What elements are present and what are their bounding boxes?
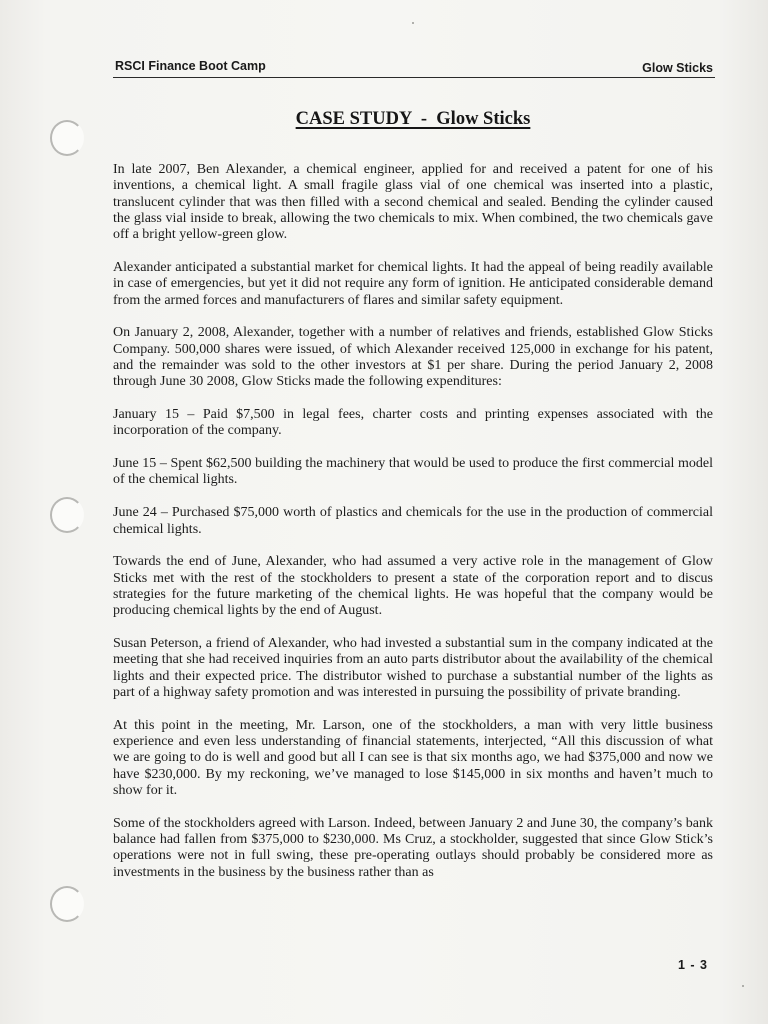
paragraph: June 15 – Spent $62,500 building the machinery that would be used to produce the first commercial model of the chemical lights. xyxy=(113,456,713,488)
paragraph: Alexander anticipated a substantial market for chemical lights. It had the appeal of being readily available in case of emergencies, but yet it did not require any form of ignition. He anticipated considerable demand from the armed forces and manufacturers of flares and similar safety equipment. xyxy=(113,259,713,308)
punch-hole xyxy=(50,886,84,922)
paragraph: In late 2007, Ben Alexander, a chemical engineer, applied for and received a patent for one of his inventions, a chemical light. A small fragile glass vial of one chemical was inserted into a plastic, translucent cylinder that was then filled with a second chemical and sealed. Bending the cylinder caused the glass vial inside to break, allowing the two chemicals to mix. When combined, the two chemicals gave off a bright yellow-green glow. xyxy=(113,162,713,243)
header-course-title: RSCI Finance Boot Camp xyxy=(115,59,266,73)
punch-hole xyxy=(50,120,84,156)
header-section-title: Glow Sticks xyxy=(642,61,713,75)
case-study-title xyxy=(113,109,713,130)
paragraph: On January 2, 2008, Alexander, together with a number of relatives and friends, established Glow Sticks Company. 500,000 shares were issued, of which Alexander received 125,000 in exchange for his patent, and the remainder was sold to the other investors at $1 per share. During the period January 2, 2008 through June 30 2008, Glow Sticks made the following expenditures: xyxy=(113,325,713,390)
paragraph: January 15 – Paid $7,500 in legal fees, charter costs and printing expenses associated with the incorporation of the company. xyxy=(113,407,713,439)
paragraph: Susan Peterson, a friend of Alexander, who had invested a substantial sum in the company indicated at the meeting that she had received inquiries from an auto parts distributor about the availability of the chemical lights and their expected price. The distributor wished to purchase a substantial number of the lights as part of a highway safety promotion and was interested in pursuing the possibility of private branding. xyxy=(113,636,713,700)
case-study-title-text: CASE STUDY - Glow Sticks xyxy=(295,109,531,129)
paragraph: At this point in the meeting, Mr. Larson, one of the stockholders, a man with very little business experience and even less understanding of financial statements, interjected, “All this discussion of what we are going to do is well and good but all I can see is that six months ago, we had $375,000 and now we have $230,000. By my reckoning, we’ve managed to lose $145,000 in six months and haven’t much to show for it. xyxy=(113,717,713,798)
page-number: 1 - 3 xyxy=(678,958,709,972)
scan-speck xyxy=(742,985,744,987)
punch-hole xyxy=(50,497,84,533)
case-study-body xyxy=(113,162,713,897)
paragraph: Towards the end of June, Alexander, who had assumed a very active role in the management of Glow Sticks met with the rest of the stockholders to present a state of the corporation report and to discus strategies for the future marketing of the chemical lights. He was hopeful that the company would be producing chemical lights by the end of August. xyxy=(113,554,713,619)
scan-speck xyxy=(412,22,414,24)
paragraph: Some of the stockholders agreed with Larson. Indeed, between January 2 and June 30, the company’s bank balance had fallen from $375,000 to $230,000. Ms Cruz, a stockholder, suggested that since Glow Stick’s operations were not in full swing, these pre-operating outlays should probably be considered more as investments in the business by the business rather than as xyxy=(113,815,713,880)
paragraph: June 24 – Purchased $75,000 worth of plastics and chemicals for the use in the production of commercial chemical lights. xyxy=(113,505,713,537)
running-header xyxy=(113,57,715,78)
